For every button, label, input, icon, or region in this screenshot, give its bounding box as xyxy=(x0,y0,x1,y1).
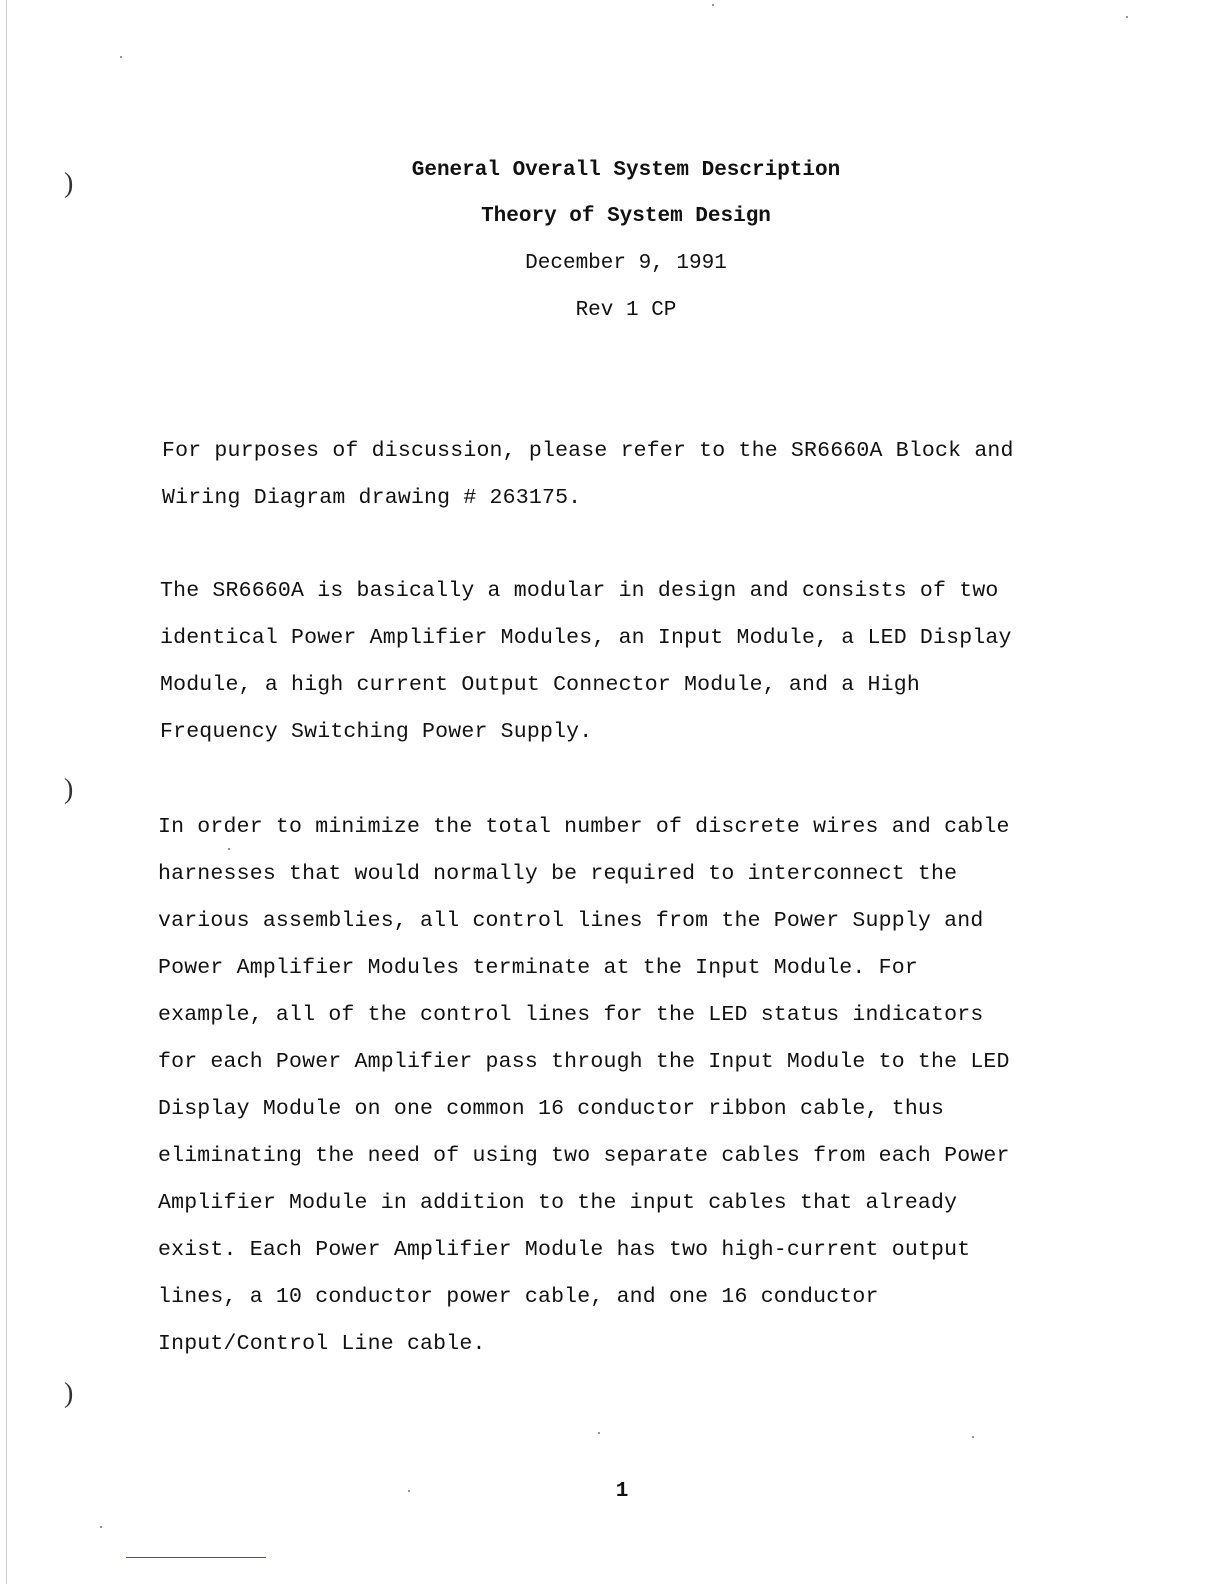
scan-speck xyxy=(120,56,122,58)
footer-rule xyxy=(126,1557,266,1558)
paragraph-line: In order to minimize the total number of discrete wires and cable xyxy=(158,815,1010,839)
paragraph-line: Amplifier Module in addition to the input cables that already xyxy=(158,1191,958,1215)
scan-speck xyxy=(408,1490,410,1492)
paragraph-line: Input/Control Line cable. xyxy=(158,1332,486,1356)
scan-speck xyxy=(598,1432,600,1434)
binder-hole-mark: ) xyxy=(64,774,74,805)
paragraph-line: lines, a 10 conductor power cable, and one 16 conductor xyxy=(158,1285,879,1309)
paragraph-1 xyxy=(162,428,1102,522)
paragraph-3 xyxy=(158,804,1098,1368)
paragraph-line: For purposes of discussion, please refer to the SR6660A Block and xyxy=(162,439,1014,463)
document-title: General Overall System Description xyxy=(411,159,841,182)
page-number: 1 xyxy=(615,1480,629,1503)
document-subtitle: Theory of System Design xyxy=(481,205,771,228)
paragraph-line: eliminating the need of using two separate cables from each Power xyxy=(158,1144,1010,1168)
scan-speck xyxy=(228,848,230,850)
document-date: December 9, 1991 xyxy=(525,252,727,275)
paragraph-2 xyxy=(160,568,1100,756)
paragraph-line: harnesses that would normally be required to interconnect the xyxy=(158,862,958,886)
paragraph-line: The SR6660A is basically a modular in design and consists of two xyxy=(160,579,999,603)
scan-speck xyxy=(1126,16,1128,18)
paragraph-line: Power Amplifier Modules terminate at the Input Module. For xyxy=(158,956,918,980)
paragraph-line: Frequency Switching Power Supply. xyxy=(160,720,593,744)
paragraph-line: Module, a high current Output Connector Module, and a High xyxy=(160,673,920,697)
scan-speck xyxy=(712,4,714,6)
paragraph-line: exist. Each Power Amplifier Module has two high-current output xyxy=(158,1238,971,1262)
paragraph-line: Wiring Diagram drawing # 263175. xyxy=(162,486,582,510)
paragraph-line: identical Power Amplifier Modules, an Input Module, a LED Display xyxy=(160,626,1012,650)
paragraph-line: Display Module on one common 16 conductor ribbon cable, thus xyxy=(158,1097,945,1121)
paragraph-line: for each Power Amplifier pass through the Input Module to the LED xyxy=(158,1050,1010,1074)
document-revision: Rev 1 CP xyxy=(575,299,677,322)
binder-hole-mark: ) xyxy=(64,168,74,199)
paragraph-line: various assemblies, all control lines from the Power Supply and xyxy=(158,909,984,933)
scan-speck xyxy=(100,1526,102,1528)
binder-hole-mark: ) xyxy=(64,1378,74,1409)
scan-edge-line xyxy=(6,0,7,1584)
scan-speck xyxy=(972,1436,974,1438)
paragraph-line: example, all of the control lines for the LED status indicators xyxy=(158,1003,984,1027)
